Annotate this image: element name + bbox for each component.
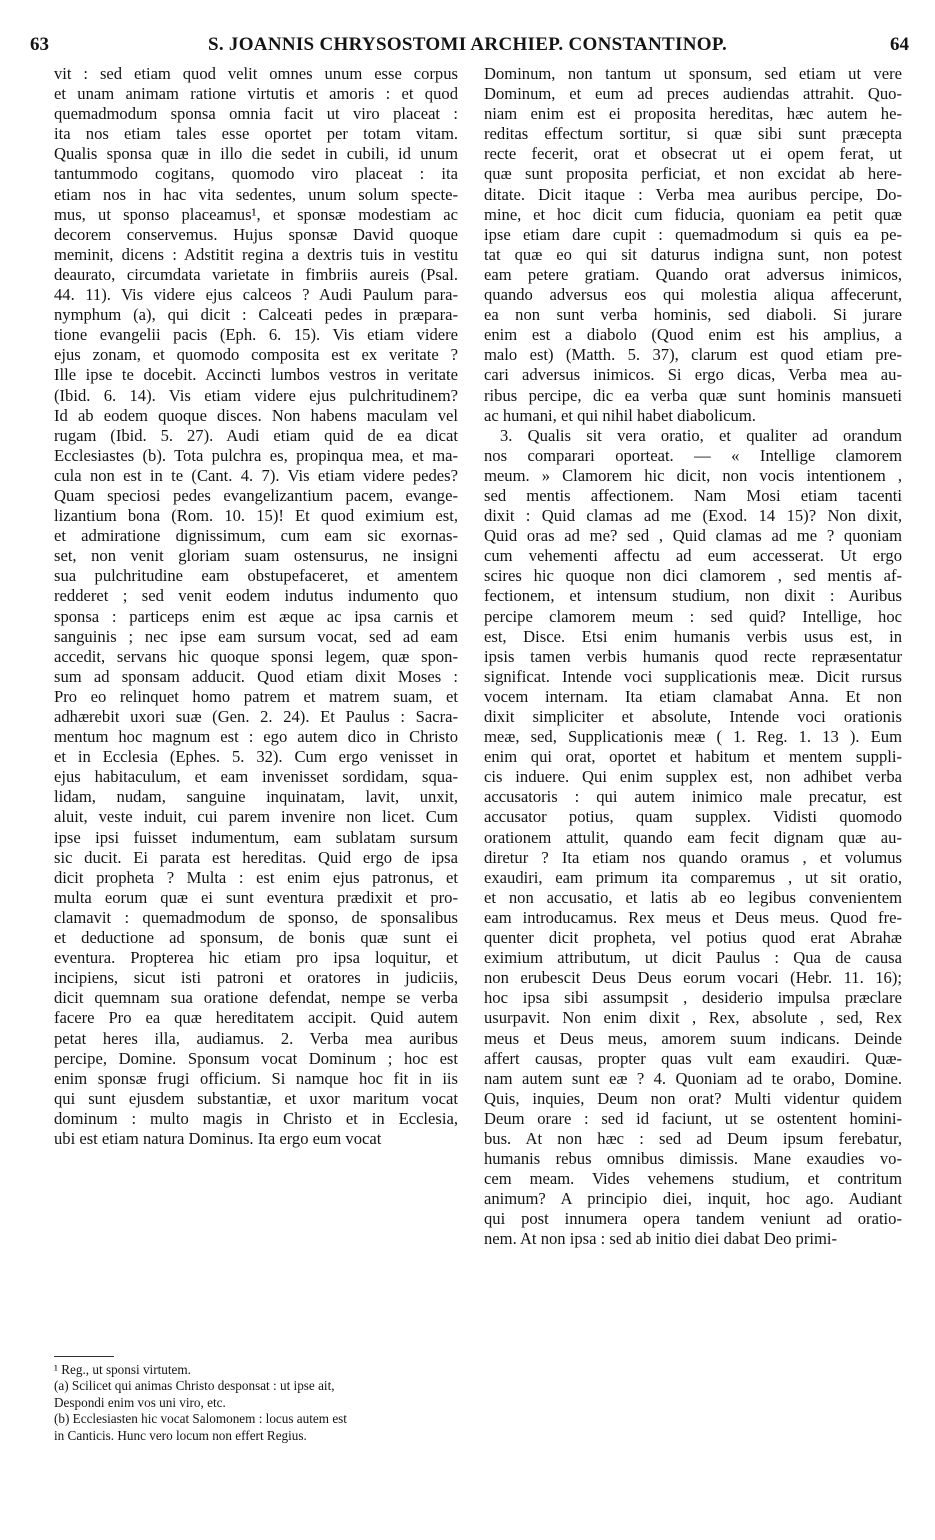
right-column-line: qui post innumera opera tandem veniunt ad oratio- xyxy=(484,1209,902,1229)
running-header xyxy=(0,34,935,58)
left-column-line: accedit, servans hic quoque sponsi legem, quæ spon- xyxy=(54,646,458,666)
right-column-line: vocem internam. Ita etiam clamabat Anna. Et non xyxy=(484,686,902,706)
left-column-line: et unam animam ratione virtutis et amoris : et quod xyxy=(54,84,458,104)
right-column-line: reditas effectum sortitur, si quæ sibi sunt præcepta xyxy=(484,124,902,144)
left-column-line: mus, ut sponso placeamus¹, et sponsæ modestiam ac xyxy=(54,204,458,224)
right-column-line: exaudiri, eam primum ita comparemus , ut sit oratio, xyxy=(484,867,902,887)
right-column-line: dixit : Quid clamas ad me (Exod. 14 15)? Non dixit, xyxy=(484,506,902,526)
left-column-line: lizantium bona (Rom. 10. 15)! Et quod eximium est, xyxy=(54,506,458,526)
right-column-line: eximium attributum, ut dicit Paulus : Qua de causa xyxy=(484,948,902,968)
left-column-line: enim sponsæ frugi officium. Si namque hoc fit in iis xyxy=(54,1068,458,1088)
right-column-line: dixit simpliciter et absolute, Intende voci orationis xyxy=(484,707,902,726)
footnotes-line: Despondi enim vos uni viro, etc. xyxy=(54,1394,226,1410)
right-column-line: ipsis tamen verbis humanis quod recte repræsentatur xyxy=(484,646,902,666)
left-column-line: mentum hoc magnum est : ego autem dico in Christo xyxy=(54,727,458,747)
footnotes-line: ¹ Reg., ut sponsi virtutem. xyxy=(54,1362,191,1377)
right-column-line: accusatoris : qui autem inimico male precatur, est xyxy=(484,787,902,807)
left-column-line: sic ducit. Ei parata est hereditas. Quid ergo de ipsa xyxy=(54,847,458,867)
footnote-rule xyxy=(54,1356,114,1357)
right-column-line: nos comparari oporteat. — « Intellige clamorem xyxy=(484,445,902,465)
left-column-line: petat heres illa, audiamus. 2. Verba mea auribus xyxy=(54,1028,458,1048)
right-column-line: quæ sunt proposita perficiat, et non excidat ab here- xyxy=(484,164,902,184)
left-column-line: clamavit : quemadmodum de sponso, de sponsalibus xyxy=(54,907,458,927)
right-column-line: est, Disce. Etsi enim humanis verbis usus est, in xyxy=(484,626,902,646)
right-column-line: cis induere. Qui enim supplex est, non adhibet verba xyxy=(484,767,902,787)
footnotes xyxy=(54,1362,458,1444)
right-column-line: meum. » Clamorem hic dicit, non vocis intentionem , xyxy=(484,465,902,485)
right-column-line: niam enim est ei proposita hereditas, hæc autem he- xyxy=(484,104,902,124)
left-column-line: nymphum (a), qui dicit : Calceati pedes in præpara- xyxy=(54,305,458,325)
left-column-line: adhærebit uxori suæ (Gen. 2. 24). Et Paulus : Sacra- xyxy=(54,707,458,726)
left-column-line: set, non venit gloriam suam ostensurus, ne insigni xyxy=(54,546,458,566)
left-column-line: lidam, nudam, sanguine inquinatam, lavit, unxit, xyxy=(54,787,458,807)
left-column-line: sum ad sponsam adducit. Quod etiam dixit Moses : xyxy=(54,666,458,686)
left-column-line: (Ibid. 6. 14). Vis etiam videre ejus pulchritudinem? xyxy=(54,385,458,405)
right-column-line: cari adversus inimicos. Si ergo dicas, Verba mea au- xyxy=(484,365,902,385)
right-column-line: bus. At non hæc : sed ad Deum ipsum ferebatur, xyxy=(484,1128,902,1148)
left-column-line: ejus zonam, et quomodo composita est ex veritate ? xyxy=(54,345,458,365)
left-column-line: aluit, veste induit, cui parem invenire non licet. Cum xyxy=(54,807,458,827)
left-column-line: sponsa : particeps enim est æque ac ipsa carnis et xyxy=(54,606,458,626)
left-column-line: dominum : multo magis in Christo et in Ecclesia, xyxy=(54,1108,458,1128)
left-column-line: Pro eo relinquet homo patrem et matrem suam, et xyxy=(54,686,458,706)
left-column-line: dicit quemnam sua oratione defendat, nempe se verba xyxy=(54,988,458,1008)
left-column-line: redderet ; sed venit eodem indutus indumento quo xyxy=(54,586,458,606)
right-column-line: hoc ipsa sibi assumpsit , desiderio impulsa præclare xyxy=(484,988,902,1008)
left-column-line: dicit propheta ? Multa : est enim ejus patronus, et xyxy=(54,867,458,887)
left-column-line: et admiratione dignissimum, cum eam sic exornas- xyxy=(54,526,458,546)
right-column-line: cum vehementi affectu ad eum accesserat. Ut ergo xyxy=(484,546,902,566)
right-column-line: ditate. Dicit itaque : Verba mea auribus percipe, Do- xyxy=(484,184,902,204)
right-column-line: et non accusatio, et latis ab eo legibus convenientem xyxy=(484,887,902,907)
right-column-line: Quis, inquies, Deum non orat? Multi videntur quidem xyxy=(484,1088,902,1108)
right-column-line: Dominum, non tantum ut sponsum, sed etiam ut vere xyxy=(484,64,902,83)
left-column-line: meminit, dicens : Adstitit regina a dextris tuis in vestitu xyxy=(54,244,458,264)
right-column-line: nem. At non ipsa : sed ab initio diei dabat Deo primi- xyxy=(484,1229,838,1249)
right-column-line: non erubescit Deus Deus eorum vocari (Hebr. 11. 16); xyxy=(484,968,902,988)
right-column-line: Deum orare : sed id faciunt, ut se ostentent homini- xyxy=(484,1108,902,1128)
right-text-column xyxy=(484,64,902,1250)
right-column-line: 3. Qualis sit vera oratio, et qualiter ad orandum xyxy=(500,425,902,445)
left-column-line: facere Pro ea quæ hereditatem accipit. Quid autem xyxy=(54,1008,458,1028)
left-column-line: qui sunt ejusdem substantiæ, et uxor maritum vocat xyxy=(54,1088,458,1108)
left-column-line: Quam speciosi pedes evangelizantium pacem, evange- xyxy=(54,485,458,505)
left-column-line: cula non est in te (Cant. 4. 7). Vis etiam videre pedes? xyxy=(54,465,458,485)
right-column-line: mine, et hoc dicit cum fiducia, quoniam ea petit quæ xyxy=(484,204,902,224)
left-column-line: Ille ipse te docebit. Accincti lumbos vestros in veritate xyxy=(54,365,458,385)
left-column-line: rugam (Ibid. 5. 27). Audi etiam quid de ea dicat xyxy=(54,425,458,445)
running-title: S. JOANNIS CHRYSOSTOMI ARCHIEP. CONSTANTINOP. xyxy=(207,34,728,55)
left-column-line: 44. 11). Vis videre ejus calceos ? Audi Paulum para- xyxy=(54,285,458,305)
right-column-line: diretur ? Ita etiam nos quando oramus , et volumus xyxy=(484,847,902,867)
left-column-line: Qualis sponsa quæ in illo die sedet in cubili, id unum xyxy=(54,144,458,164)
right-column-line: cem meam. Vides vehemens studium, et contritum xyxy=(484,1169,902,1189)
right-column-line: scires hic quoque non dici clamorem , sed mentis af- xyxy=(484,566,902,586)
left-column-line: percipe, Domine. Sponsum vocat Dominum ; hoc est xyxy=(54,1048,458,1068)
left-column-line: tione evangelii pacis (Eph. 6. 15). Vis etiam videre xyxy=(54,325,458,345)
left-column-line: et deductione ad sponsum, de bonis quæ sunt ei xyxy=(54,928,458,948)
left-column-line: incipiens, sicut isti patroni et oratores in judiciis, xyxy=(54,968,458,988)
right-column-line: ea non sunt verba hominis, sed diaboli. Si jurare xyxy=(484,305,902,325)
footnotes-line: in Canticis. Hunc vero locum non effert Regius. xyxy=(54,1427,307,1443)
right-column-line: orationem attulit, quando eam fecit dignam quæ au- xyxy=(484,827,902,847)
right-column-line: enim qui orat, oportet et habitum et mentem suppli- xyxy=(484,747,902,767)
right-column-line: fectionem, et intensum studium, non dixit : Auribus xyxy=(484,586,902,606)
right-column-line: eam introducamus. Rex meus et Deus meus. Quod fre- xyxy=(484,907,902,927)
right-column-line: ribus percipe, dic ea verba quæ sunt hominis mansueti xyxy=(484,385,902,405)
left-column-line: ejus habitaculum, et eam invenisset sordidam, squa- xyxy=(54,767,458,787)
left-column-line: vit : sed etiam quod velit omnes unum esse corpus xyxy=(54,64,458,83)
right-column-line: meus et Deus meus, amorem suum indicans. Deinde xyxy=(484,1028,902,1048)
right-column-line: accusator potius, quam supplex. Vidisti quomodo xyxy=(484,807,902,827)
right-column-line: meæ, sed, Supplicationis meæ ( 1. Reg. 1. 13 ). Eum xyxy=(484,727,902,747)
right-column-line: sed mentis affectionem. Nam Mosi etiam tacenti xyxy=(484,485,902,505)
left-column-line: et in Ecclesia (Ephes. 5. 32). Cum ergo venisset in xyxy=(54,747,458,767)
right-column-line: nam autem sunt eæ ? 4. Quoniam ad te orabo, Domine. xyxy=(484,1068,902,1088)
left-column-line: multa eorum quæ ei sunt eventura prædixit et pro- xyxy=(54,887,458,907)
right-column-line: animum? A principio diei, inquit, hoc ago. Audiant xyxy=(484,1189,902,1209)
right-column-line: tat quæ eo qui sit daturus indigna sunt, non potest xyxy=(484,244,902,264)
left-column-line: deaurato, circumdata varietate in fimbriis aureis (Psal. xyxy=(54,264,458,284)
right-column-line: quenter dicit propheta, vel potius quod erat Abrahæ xyxy=(484,928,902,948)
left-column-line: ipse ipsi fuisset indumentum, eam sublatam sursum xyxy=(54,827,458,847)
right-column-line: usurpavit. Non enim dixit , Rex, absolute , sed, Rex xyxy=(484,1008,902,1028)
right-column-line: significat. Intende voci supplicationis meæ. Dicit rursus xyxy=(484,666,902,686)
right-column-line: quando adversus eos qui molestia aliqua affecerunt, xyxy=(484,285,902,305)
right-column-line: ipse etiam dare cupit : quemadmodum si quis ea pe- xyxy=(484,224,902,244)
right-column-line: affert causas, propter quas vult eam exaudiri. Quæ- xyxy=(484,1048,902,1068)
page-number-right: 64 xyxy=(890,34,909,55)
right-column-line: ac humani, et qui nihil habet diabolicum. xyxy=(484,405,756,425)
right-column-line: humanis rebus omnibus dimissis. Mane exaudies vo- xyxy=(484,1149,902,1169)
left-column-line: Id ab eodem quoque disces. Non habens maculam vel xyxy=(54,405,458,425)
left-column-line: tantummodo cogitans, quomodo viro placeat : ita xyxy=(54,164,458,184)
left-column-line: ubi est etiam natura Dominus. Ita ergo eum vocat xyxy=(54,1128,382,1148)
left-column-line: Ecclesiastes (b). Tota pulchra es, propinqua mea, et ma- xyxy=(54,445,458,465)
left-column-line: decorem conservemus. Hujus sponsæ David quoque xyxy=(54,224,458,244)
left-text-column xyxy=(54,64,458,1149)
right-column-line: malo est) (Matth. 5. 37), clarum est quod etiam pre- xyxy=(484,345,902,365)
footnotes-line: (a) Scilicet qui animas Christo desponsat : ut ipse ait, xyxy=(54,1378,335,1394)
right-column-line: enim est a diabolo (Quod enim est his amplius, a xyxy=(484,325,902,345)
left-column-line: eventura. Propterea hic etiam pro ipsa loquitur, et xyxy=(54,948,458,968)
right-column-line: recte fecerit, orat et obsecrat ut ei opem ferat, ut xyxy=(484,144,902,164)
left-column-line: sanguinis ; nec ipse eam sursum vocat, sed ad eam xyxy=(54,626,458,646)
right-column-line: percipe clamorem meum : sed quid? Intellige, hoc xyxy=(484,606,902,626)
left-column-line: quemadmodum sponsa omnia facit ut viro placeat : xyxy=(54,104,458,124)
right-column-line: Quid oras ad me? sed , Quid clamas ad me ? quoniam xyxy=(484,526,902,546)
left-column-line: etiam nos in hac vita sedentes, unum solum specte- xyxy=(54,184,458,204)
right-column-line: eam petere gratiam. Quando orat adversus inimicos, xyxy=(484,264,902,284)
left-column-line: sua pulchritudine eam obstupefaceret, et amentem xyxy=(54,566,458,586)
page-number-left: 63 xyxy=(30,34,49,55)
left-column-line: ita nos etiam tales esse oportet per totam vitam. xyxy=(54,124,458,144)
footnotes-line: (b) Ecclesiasten hic vocat Salomonem : locus autem est xyxy=(54,1411,347,1427)
right-column-line: Dominum, et eum ad preces audiendas attrahit. Quo- xyxy=(484,84,902,104)
